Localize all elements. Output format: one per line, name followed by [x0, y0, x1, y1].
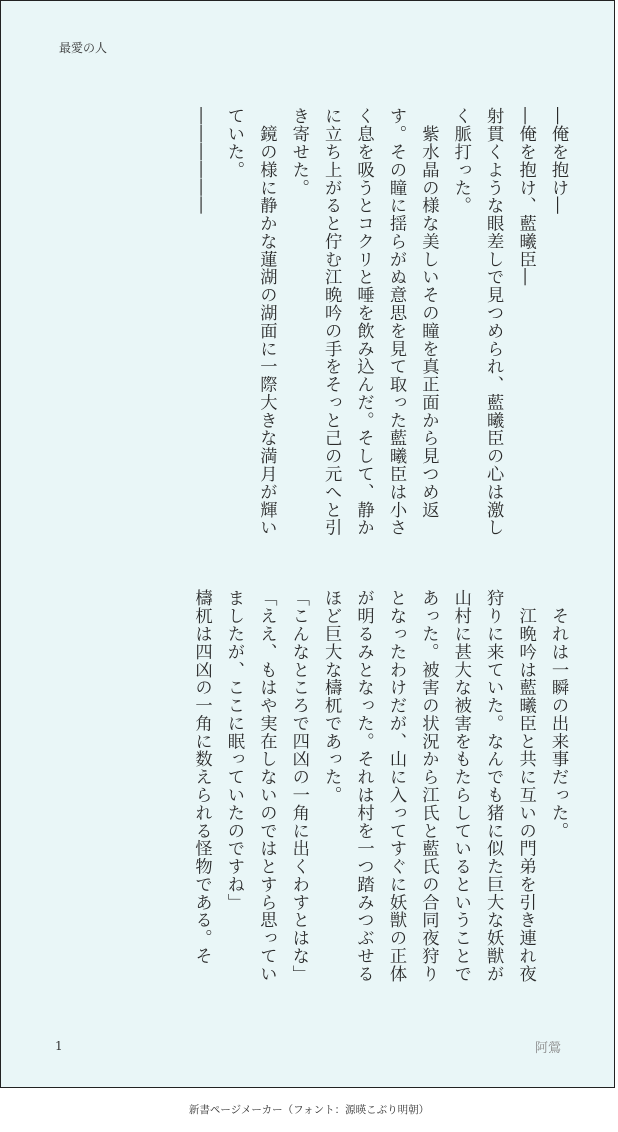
- header-title: 最愛の人: [59, 41, 108, 55]
- body-text-top: [185, 107, 574, 547]
- scene-divider: ――――――: [191, 107, 212, 215]
- paragraph: 「ええ、もはや実在しないのではとすら思っていましたが、ここに眠っていたのですね」: [223, 589, 277, 983]
- author-signature: 阿鶯: [535, 1041, 562, 1056]
- paragraph: それは一瞬の出来事だった。: [548, 589, 568, 840]
- paragraph: 江晩吟は藍曦臣と共に互いの門弟を引き連れ夜狩りに来ていた。なんでも猪に似た巨大な妖獣が山村に甚大な被害をもたらしているということであった。被害の状況から江氏と藍氏の合同夜狩りとなったわけだが、山に入ってすぐに妖獣の正体が明るみとなった。それは村を一つ踏みつぶせるほど巨大な檮杌であった。: [321, 589, 536, 983]
- paragraph: ―俺を抱け、藍曦臣―: [515, 107, 536, 286]
- page-number: 1: [55, 1039, 63, 1053]
- footer-credit: 新書ページメーカー（フォント：源暎こぶり明朝）: [188, 1104, 430, 1116]
- body-text-bottom: [185, 589, 574, 999]
- paragraph: 檮杌は四凶の一角に数えられる怪物である。そ: [191, 589, 212, 965]
- paragraph: 鏡の様に静かな蓮湖の湖面に一際大きな満月が輝いていた。: [223, 107, 277, 537]
- paragraph: 紫水晶の様な美しいその瞳を真正面から見つめ返す。その瞳に揺らがぬ意思を見て取った藍曦臣は小さく息を吸うとコクリと唾を飲み込んだ。そして、静かに立ち上がると佇む江晩吟の手をそっと己の元へと引き寄せた。: [288, 107, 439, 537]
- paragraph: 射貫くような眼差しで見つめられ、藍曦臣の心は激しく脈打った。: [450, 107, 504, 537]
- paragraph: 「こんなところで四凶の一角に出くわすとはな」: [288, 589, 309, 983]
- paragraph: ―俺を抱け―: [548, 107, 568, 215]
